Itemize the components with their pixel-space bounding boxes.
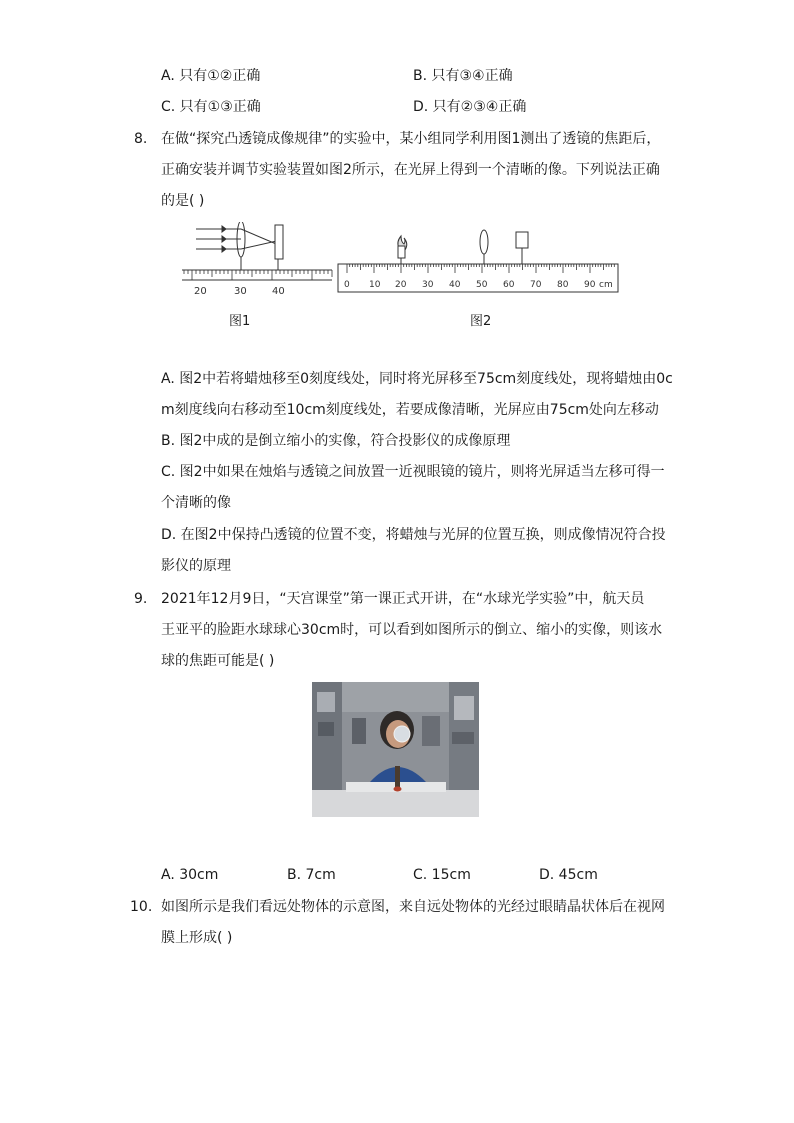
fig2-tick-label: 80 xyxy=(557,280,569,290)
q7-option-d: D. 只有②③④正确 xyxy=(413,99,527,115)
fig2-tick-label: 60 xyxy=(503,280,515,290)
q8-figure-2 xyxy=(336,226,620,294)
fig2-unit-label: cm xyxy=(599,280,613,290)
q8-option-a-cont: m刻度线向右移动至10cm刻度线处，若要成像清晰，光屏应由75cm处向左移动 xyxy=(161,402,659,418)
q8-stem-line: 在做“探究凸透镜成像规律”的实验中，某小组同学利用图1测出了透镜的焦距后， xyxy=(161,131,661,147)
fig2-caption: 图2 xyxy=(470,314,492,329)
q8-option-d: D. 在图2中保持凸透镜的位置不变，将蜡烛与光屏的位置互换，则成像情况符合投 xyxy=(161,527,666,543)
q9-stem-line: 2021年12月9日，“天宫课堂”第一课正式开讲，在“水球光学实验”中，航天员 xyxy=(161,591,645,607)
q7-option-b: B. 只有③④正确 xyxy=(413,68,513,84)
q8-option-c-cont: 个清晰的像 xyxy=(161,495,231,511)
q8-option-d-cont: 影仪的原理 xyxy=(161,558,231,574)
q9-stem-line: 王亚平的脸距水球球心30cm时，可以看到如图所示的倒立、缩小的实像，则该水 xyxy=(161,622,663,638)
q7-option-a: A. 只有①②正确 xyxy=(161,68,261,84)
q9-option-c: C. 15cm xyxy=(413,867,471,883)
q8-figure-1 xyxy=(178,222,336,298)
fig2-tick-label: 70 xyxy=(530,280,542,290)
fig1-caption: 图1 xyxy=(229,314,251,329)
q10-number: 10. xyxy=(130,899,153,915)
q10-stem-line: 膜上形成( ) xyxy=(161,930,233,946)
fig2-tick-label: 0 xyxy=(344,280,350,290)
fig2-tick-label: 40 xyxy=(449,280,461,290)
fig1-tick-label: 30 xyxy=(234,286,247,297)
q8-option-b: B. 图2中成的是倒立缩小的实像，符合投影仪的成像原理 xyxy=(161,433,511,449)
q9-option-d: D. 45cm xyxy=(539,867,598,883)
q9-option-b: B. 7cm xyxy=(287,867,336,883)
q9-number: 9. xyxy=(134,591,148,607)
fig1-tick-label: 20 xyxy=(194,286,207,297)
q8-stem-line: 正确安装并调节实验装置如图2所示，在光屏上得到一个清晰的像。下列说法正确 xyxy=(161,162,660,178)
q9-stem-line: 球的焦距可能是( ) xyxy=(161,653,275,669)
q8-option-a: A. 图2中若将蜡烛移至0刻度线处，同时将光屏移至75cm刻度线处，现将蜡烛由0c xyxy=(161,371,673,387)
fig2-tick-label: 20 xyxy=(395,280,407,290)
q8-stem-line: 的是( ) xyxy=(161,193,205,209)
fig2-tick-label: 50 xyxy=(476,280,488,290)
fig2-tick-label: 30 xyxy=(422,280,434,290)
water-ball-photo xyxy=(312,682,479,817)
q8-option-c: C. 图2中如果在烛焰与透镜之间放置一近视眼镜的镜片，则将光屏适当左移可得一 xyxy=(161,464,665,480)
fig2-tick-label: 10 xyxy=(369,280,381,290)
q8-number: 8. xyxy=(134,131,148,147)
fig2-tick-label: 90 xyxy=(584,280,596,290)
q9-option-a: A. 30cm xyxy=(161,867,219,883)
q7-option-c: C. 只有①③正确 xyxy=(161,99,261,115)
fig1-tick-label: 40 xyxy=(272,286,285,297)
q10-stem-line: 如图所示是我们看远处物体的示意图，来自远处物体的光经过眼睛晶状体后在视网 xyxy=(161,899,665,915)
